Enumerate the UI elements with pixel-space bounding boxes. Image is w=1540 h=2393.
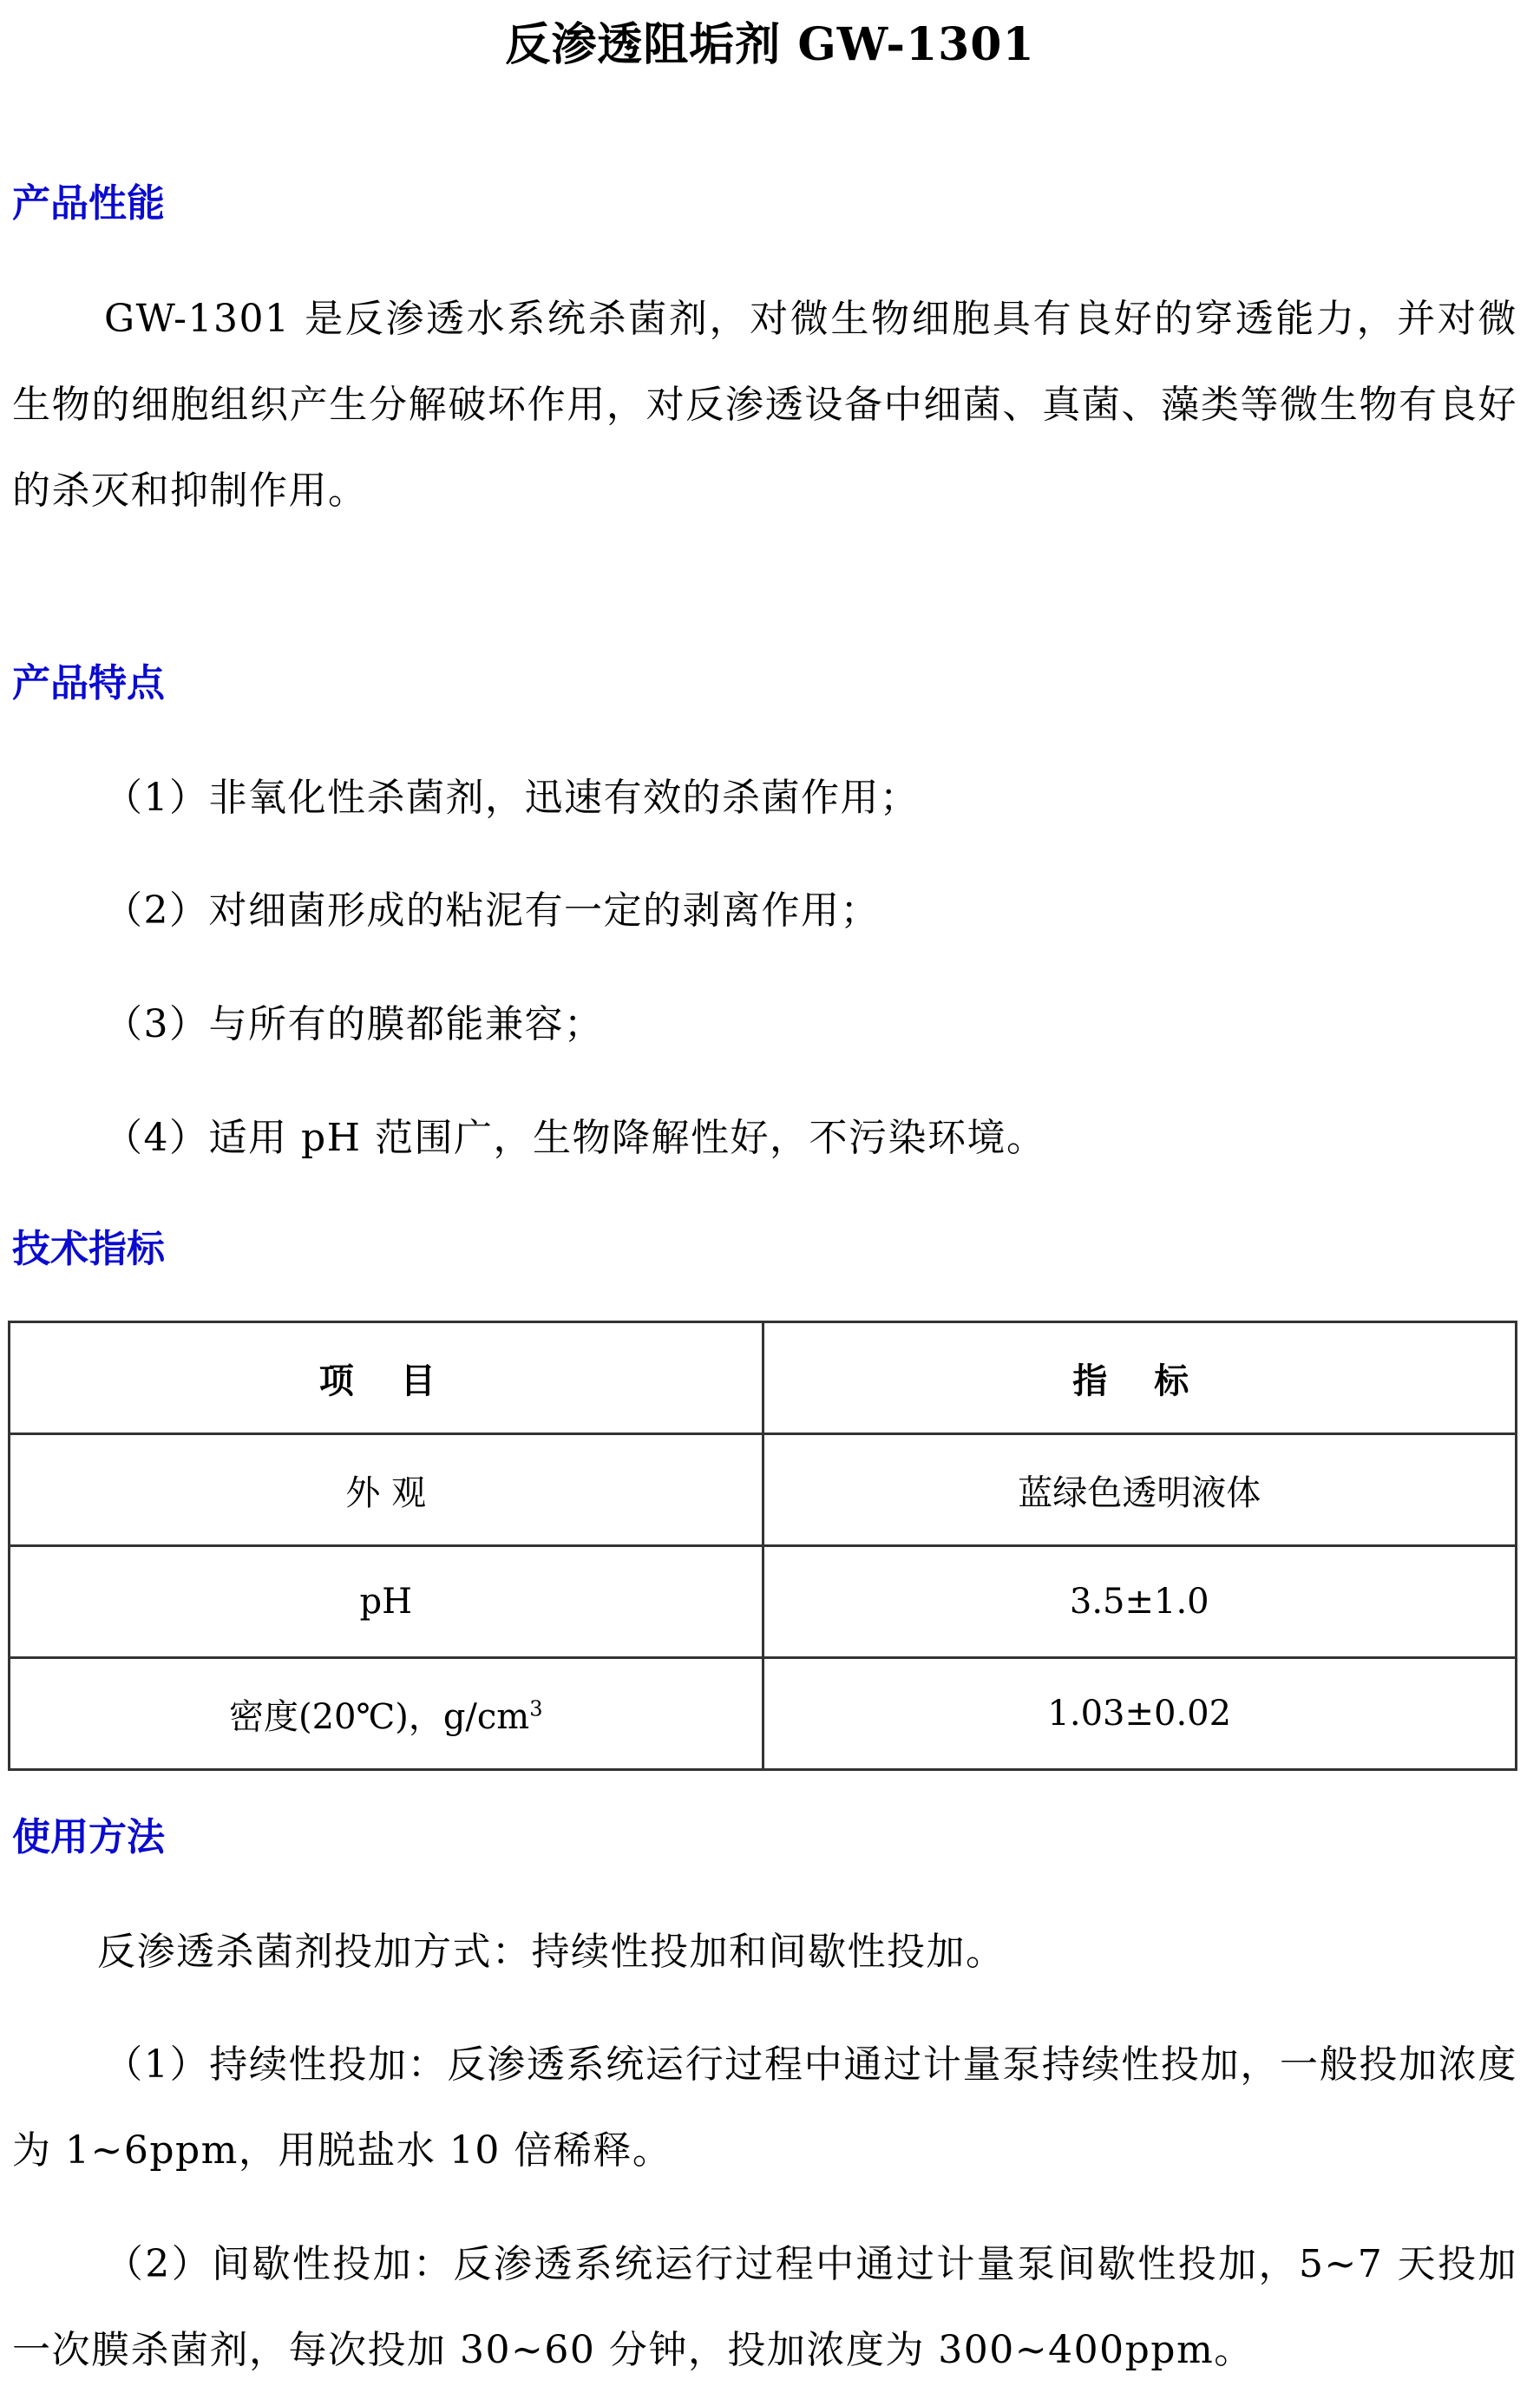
usage-text-2: （2）间歇性投加：反渗透系统运行过程中通过计量泵间歇性投加，5~7 天投加一次膜杀菌剂，每次投加 30~60 分钟，投加浓度为 300~400ppm。 <box>12 2242 1517 2372</box>
table-row <box>10 1546 1517 1658</box>
spec-cell-name: 外 观 <box>10 1434 763 1546</box>
density-superscript: 3 <box>529 1696 543 1721</box>
usage-paragraph-1 <box>12 2022 1517 2193</box>
spec-table <box>8 1321 1517 1771</box>
spec-cell-name: pH <box>10 1546 763 1658</box>
heading-usage: 使用方法 <box>12 1815 165 1859</box>
spec-cell-value: 1.03±0.02 <box>763 1658 1517 1770</box>
feature-item-2: （2）对细菌形成的粘泥有一定的剥离作用； <box>104 888 880 933</box>
feature-item-3: （3）与所有的膜都能兼容； <box>104 1002 604 1046</box>
spec-table-header <box>10 1322 1517 1434</box>
usage-text-1: （1）持续性投加：反渗透系统运行过程中通过计量泵持续性投加，一般投加浓度为 1~6ppm，用脱盐水 10 倍稀释。 <box>12 2042 1517 2173</box>
feature-item-1: （1）非氧化性杀菌剂，迅速有效的杀菌作用； <box>104 776 920 820</box>
spec-header-value: 指 标 <box>763 1322 1517 1434</box>
spec-cell-value: 蓝绿色透明液体 <box>763 1434 1517 1546</box>
spec-header-item: 项 目 <box>10 1322 763 1434</box>
spec-cell-name <box>10 1658 763 1770</box>
usage-intro: 反渗透杀菌剂投加方式：持续性投加和间歇性投加。 <box>97 1930 1006 1974</box>
usage-paragraph-2 <box>12 2221 1517 2393</box>
performance-text: GW-1301 是反渗透水系统杀菌剂，对微生物细胞具有良好的穿透能力，并对微生物的细胞组织产生分解破坏作用，对反渗透设备中细菌、真菌、藻类等微生物有良好的杀灭和抑制作用。 <box>12 297 1517 513</box>
heading-performance: 产品性能 <box>12 181 165 226</box>
heading-specs: 技术指标 <box>12 1227 165 1271</box>
feature-item-4: （4）适用 pH 范围广，生物降解性好，不污染环境。 <box>104 1116 1046 1160</box>
table-row <box>10 1434 1517 1546</box>
table-row <box>10 1658 1517 1770</box>
heading-features: 产品特点 <box>12 661 165 705</box>
spec-cell-value: 3.5±1.0 <box>763 1546 1517 1658</box>
document-title: 反渗透阻垢剂 GW-1301 <box>505 18 1035 71</box>
density-label: 密度(20℃)，g/cm <box>228 1696 530 1737</box>
performance-paragraph <box>12 276 1517 534</box>
